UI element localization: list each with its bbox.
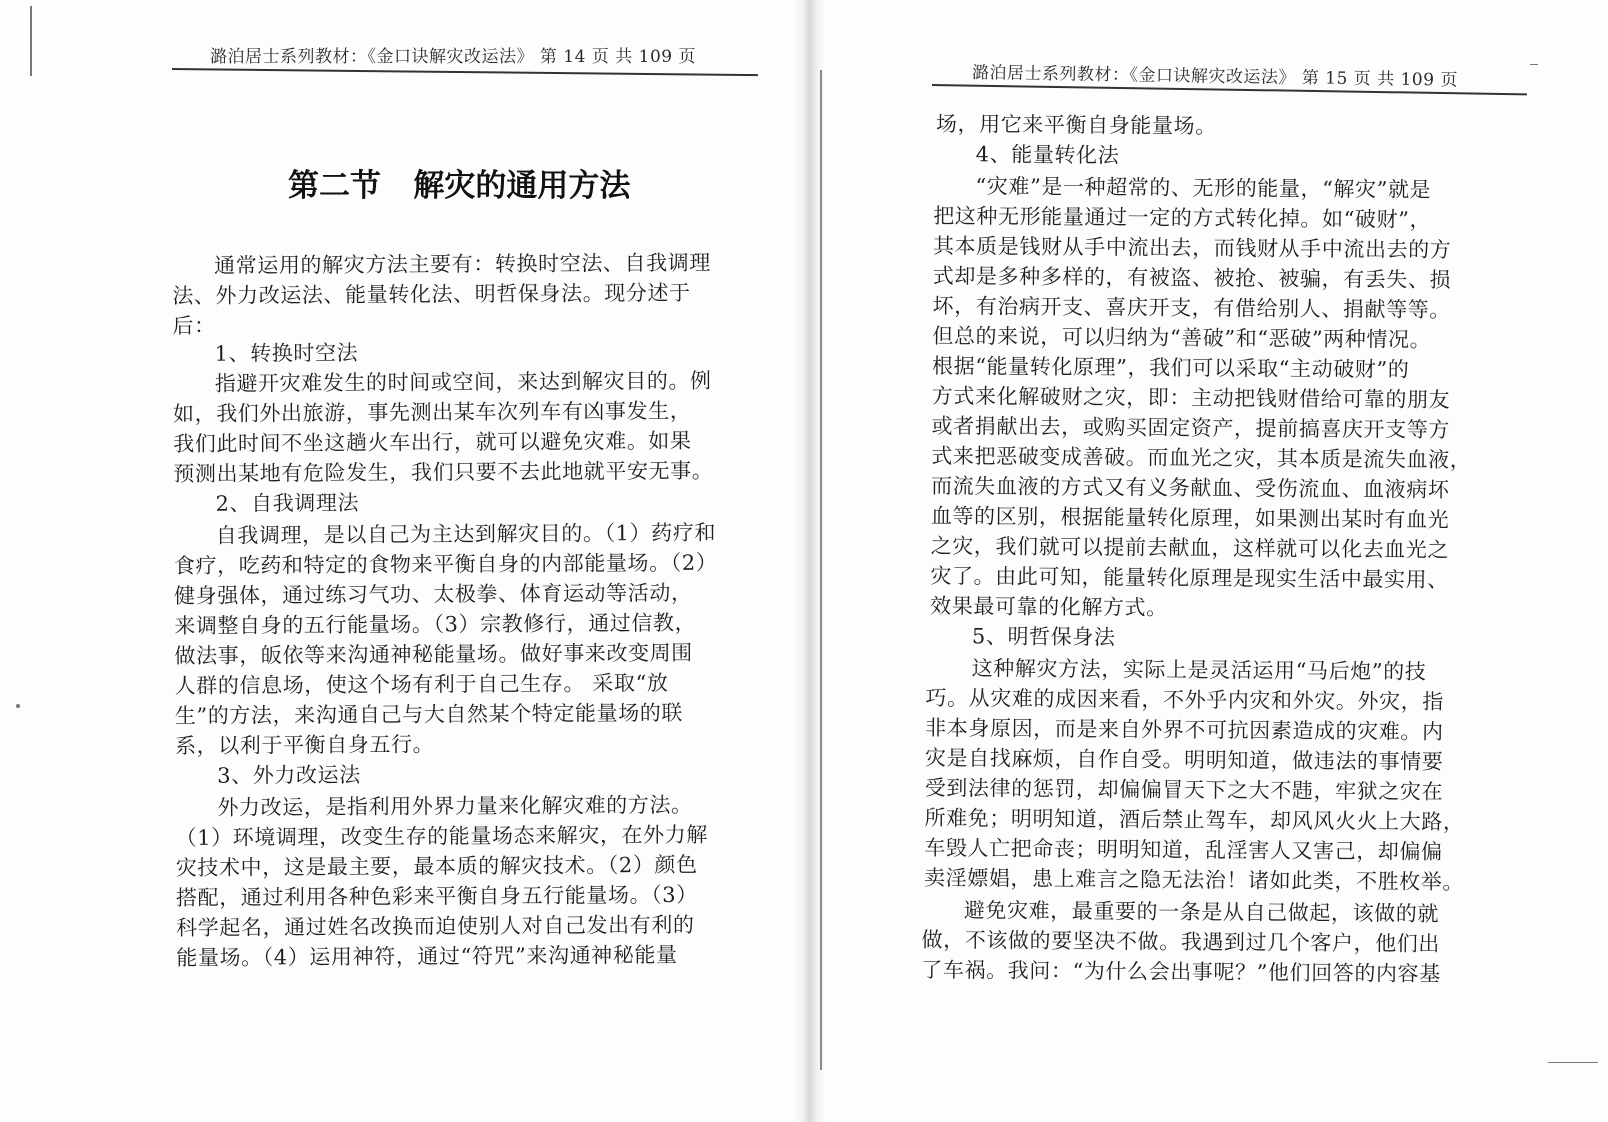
text-line: 但总的来说，可以归纳为“善破”和“恶破”两种情况。 (932, 323, 1432, 352)
text-line: 或者捐献出去，或购买固定资产，提前搞喜庆开支等方 (931, 413, 1451, 443)
text-line: 搭配，通过利用各种色彩来平衡自身五行能量场。（3） (175, 882, 698, 910)
left-running-head: 潞泊居士系列教材：《金口诀解灾改运法》 第 14 页 共 109 页 (210, 47, 697, 67)
text-line: 根据“能量转化原理”，我们可以采取“主动破财”的 (931, 353, 1410, 382)
scan-edge-mark (1548, 1062, 1598, 1063)
text-line: 做法事，皈依等来沟通神秘能量场。做好事来改变周围 (174, 640, 693, 668)
text-line: 外力改运，是指利用外界力量来化解灾难的方法。 (217, 792, 693, 820)
text-line: 5、明哲保身法 (971, 624, 1116, 650)
text-line: 能量场。（4）运用神符，通过“符咒”来沟通神秘能量 (176, 942, 678, 970)
text-line: 把这种无形能量通过一定的方式转化掉。如“破财”， (933, 203, 1432, 232)
text-line: 通常运用的解灾方法主要有：转换时空法、自我调理 (214, 250, 711, 278)
right-page (820, 0, 1608, 1122)
text-line: 效果最可靠的化解方式。 (930, 593, 1168, 620)
text-line: 之灾，我们就可以提前去献血，这样就可以化去血光之 (930, 533, 1450, 563)
text-line: 车毁人亡把命丧；明明知道，乱淫害人又害己，却偏偏 (924, 835, 1443, 864)
text-line: 非本身原因，而是来自外界不可抗因素造成的灾难。内 (925, 715, 1444, 744)
scan-speck (16, 704, 20, 708)
text-line: 受到法律的惩罚，却偏偏冒天下之大不韪，牢狱之灾在 (924, 775, 1444, 804)
text-line: 血等的区别，根据能量转化原理，如果测出某时有血光 (930, 503, 1450, 533)
text-line: 法、外力改运法、能量转化法、明哲保身法。现分述于 (172, 280, 691, 308)
right-running-head: 潞泊居士系列教材：《金口诀解灾改运法》 第 15 页 共 109 页 (971, 63, 1459, 91)
text-line: （1）环境调理，改变生存的能量场态来解灾，在外力解 (175, 822, 709, 850)
text-line: 科学起名，通过姓名改换而迫使别人对自己发出有利的 (176, 912, 695, 940)
text-line: 指避开灾难发生的时间或空间，来达到解灾目的。例 (214, 368, 712, 396)
text-line: 做，不该做的要坚决不做。我遇到过几个客户，他们出 (921, 927, 1441, 956)
text-line: 卖淫嫖娼，患上难言之隐无法治！诸如此类，不胜枚举。 (923, 865, 1465, 895)
text-line: “灾难”是一种超常的、无形的能量，“解灾”就是 (975, 174, 1432, 202)
text-line: 我们此时间不坐这趟火车出行，就可以避免灾难。如果 (173, 428, 692, 456)
section-title: 第二节 解灾的通用方法 (288, 168, 631, 204)
text-line: 这种解灾方法，实际上是灵活运用“马后炮”的技 (971, 656, 1427, 684)
text-line: 坏，有治病开支、喜庆开支，有借给别人、捐献等等。 (932, 293, 1452, 323)
text-line: 1、转换时空法 (214, 340, 359, 366)
text-line: 生”的方法，来沟通自己与大自然某个特定能量场的联 (174, 700, 684, 728)
text-line: 灾了。由此可知，能量转化原理是现实生活中最实用、 (930, 563, 1449, 593)
text-line: 灾技术中，这是最主要，最本质的解灾技术。（2）颜色 (175, 852, 698, 880)
left-page (0, 0, 800, 1122)
text-line: 而流失血液的方式又有义务献血、受伤流血、血液病坏 (931, 473, 1450, 503)
text-line: 预测出某地有危险发生，我们只要不去此地就平安无事。 (173, 458, 714, 486)
text-line: 式来把恶破变成善破。而血光之灾，其本质是流失血液， (931, 443, 1472, 473)
text-line: 来调整自身的五行能量场。（3）宗教修行，通过信教， (174, 610, 697, 638)
scan-edge-mark (30, 6, 32, 76)
text-line: 3、外力改运法 (217, 762, 361, 788)
text-line: 后： (172, 313, 216, 338)
text-line: 4、能量转化法 (975, 142, 1120, 168)
text-line: 灾是自找麻烦，自作自受。明明知道，做违法的事情要 (924, 745, 1444, 774)
text-line: 式却是多种多样的，有被盗、被抢、被骗，有丢失、损 (932, 263, 1452, 293)
text-line: 其本质是钱财从手中流出去，而钱财从手中流出去的方 (932, 233, 1452, 263)
text-line: 巧。从灾难的成因来看，不外乎内灾和外灾。外灾，指 (925, 685, 1444, 714)
text-line: 2、自我调理法 (215, 490, 360, 516)
left-header-rule (172, 68, 758, 76)
scan-speck (1530, 64, 1538, 65)
text-line: 食疗，吃药和特定的食物来平衡自身的内部能量场。（2） (173, 550, 718, 578)
text-line: 所难免；明明知道，酒后禁止驾车，却风风火火上大路， (924, 805, 1465, 835)
text-line: 系，以利于平衡自身五行。 (174, 732, 435, 758)
text-line: 场，用它来平衡自身能量场。 (935, 111, 1217, 139)
text-line: 方式来化解破财之灾，即：主动把钱财借给可靠的朋友 (931, 383, 1451, 413)
text-line: 自我调理，是以自己为主达到解灾目的。（1）药疗和 (215, 520, 717, 548)
text-line: 如，我们外出旅游，事先测出某车次列车有凶事发生， (172, 398, 692, 426)
text-line: 避免灾难，最重要的一条是从自己做起，该做的就 (963, 898, 1440, 926)
text-line: 人群的信息场，使这个场有利于自己生存。 采取“放 (174, 670, 669, 698)
text-line: 健身强体，通过练习气功、太极拳、体育运动等活动， (174, 580, 693, 608)
text-line: 了车祸。我问：“为什么会出事呢？”他们回答的内容基 (921, 957, 1441, 986)
